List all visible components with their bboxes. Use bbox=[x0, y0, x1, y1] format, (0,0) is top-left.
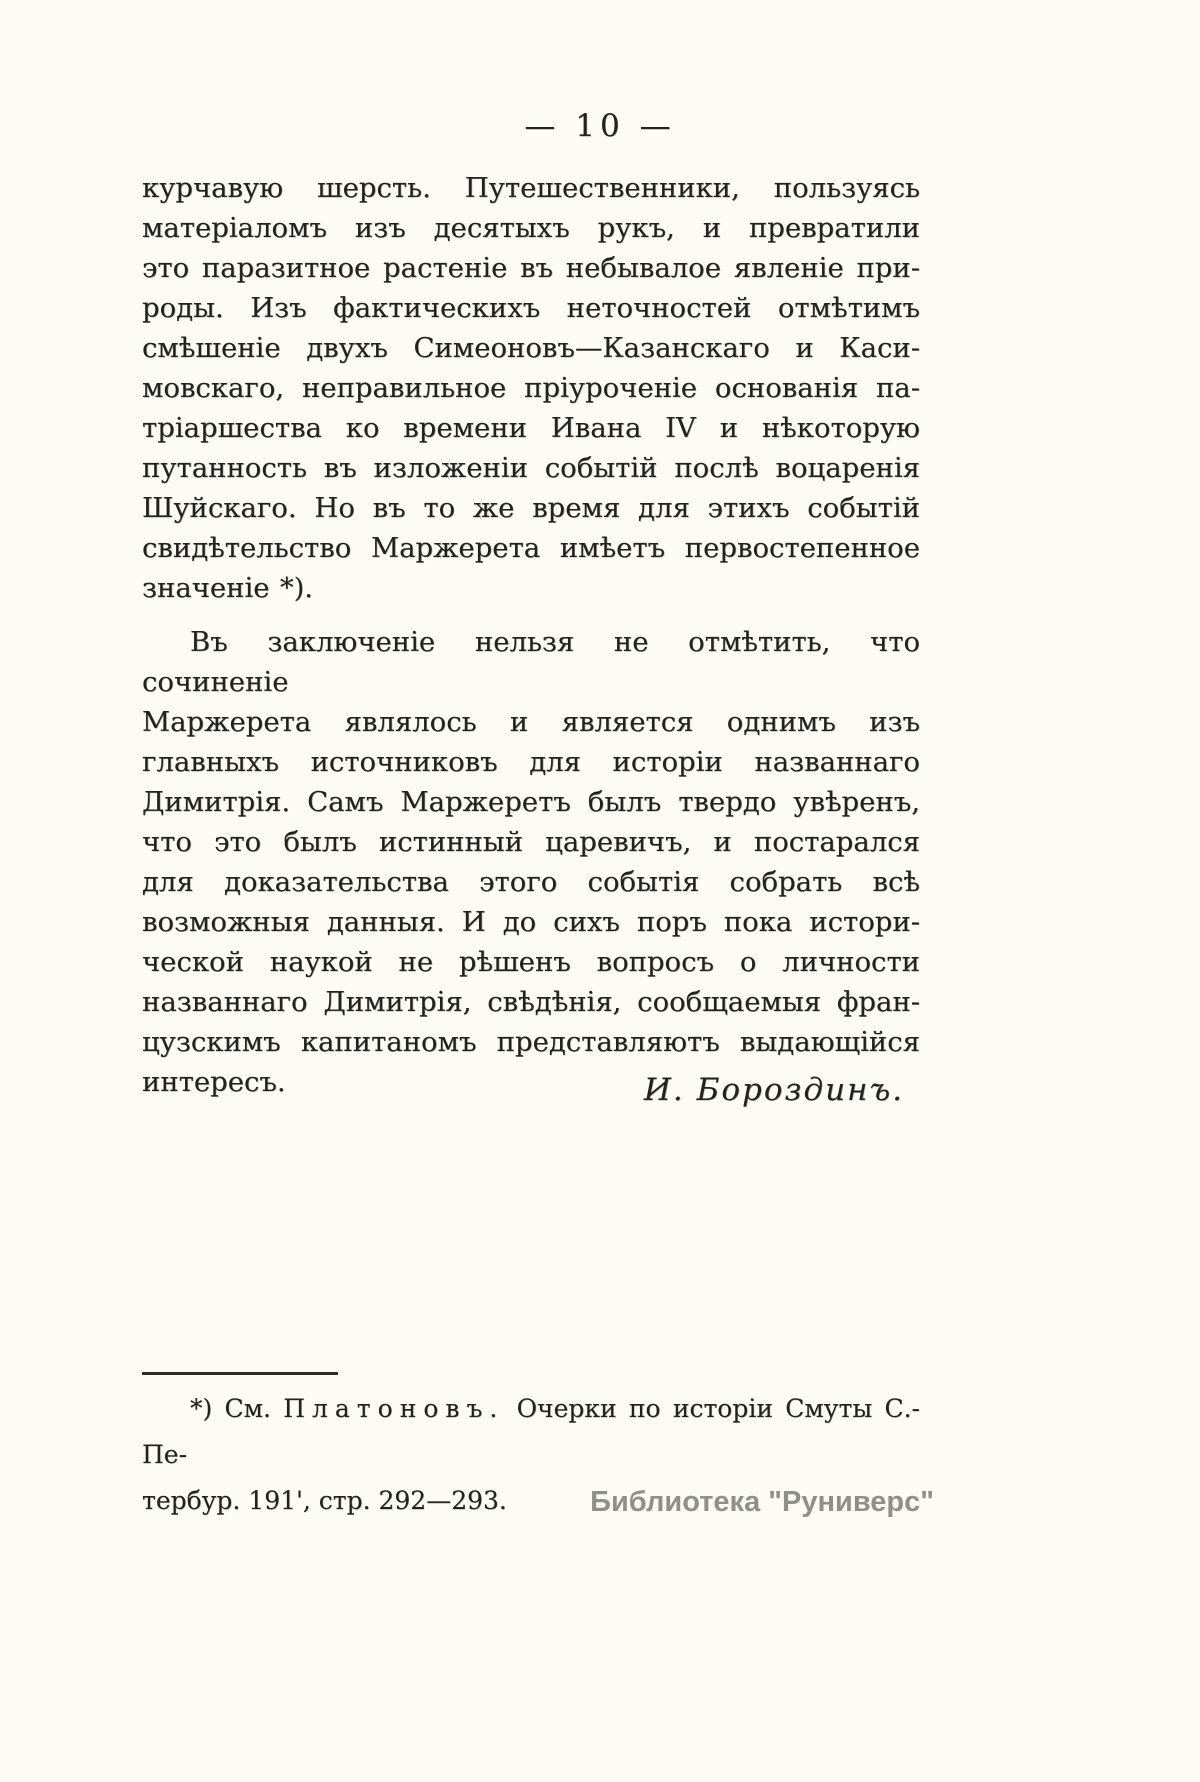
text-line: главныхъ источниковъ для исторіи названнаго bbox=[142, 746, 920, 778]
text-line: свидѣтельство Маржерета имѣетъ первостепенное bbox=[142, 532, 920, 564]
text-line: Маржерета являлось и является однимъ изъ bbox=[142, 706, 920, 738]
text-line: курчавую шерсть. Путешественники, пользуясь bbox=[142, 172, 920, 204]
paragraph bbox=[142, 622, 920, 1102]
text-line: путанность въ изложеніи событій послѣ воцаренія bbox=[142, 452, 920, 484]
text-line: матеріаломъ изъ десятыхъ рукъ, и превратили bbox=[142, 212, 920, 244]
body-text bbox=[142, 168, 920, 1102]
text-line: Шуйскаго. Но въ то же время для этихъ событій bbox=[142, 492, 920, 524]
text-line: значеніе *). bbox=[142, 572, 314, 604]
author-signature: И. Бороздинъ. bbox=[643, 1072, 904, 1108]
text-line: ческой наукой не рѣшенъ вопросъ о личности bbox=[142, 946, 920, 978]
text-line: это паразитное растеніе въ небывалое явленіе при- bbox=[142, 252, 920, 284]
footnote-separator bbox=[142, 1372, 338, 1375]
text-line: мовскаго, неправильное пріуроченіе основанія па- bbox=[142, 372, 920, 404]
text-line: для доказательства этого событія собрать всѣ bbox=[142, 866, 920, 898]
text-line: возможныя данныя. И до сихъ поръ пока истори- bbox=[142, 906, 920, 938]
text-line: цузскимъ капитаномъ представляютъ выдающійся bbox=[142, 1026, 920, 1058]
text-line: тріаршества ко времени Ивана IV и нѣкоторую bbox=[142, 412, 920, 444]
text-line: роды. Изъ фактическихъ неточностей отмѣтимъ bbox=[142, 292, 920, 324]
text-line: интересъ. bbox=[142, 1066, 286, 1098]
paragraph bbox=[142, 168, 920, 608]
page-number: — 10 — bbox=[524, 108, 676, 144]
text-line: Въ заключеніе нельзя не отмѣтить, что сочиненіе bbox=[142, 626, 920, 698]
footnote-marker: *) См. bbox=[190, 1394, 271, 1423]
text-line: Димитрія. Самъ Маржеретъ былъ твердо увѣренъ, bbox=[142, 786, 920, 818]
footnote-title: Очерки по исторіи Смуты С.-Пе- bbox=[142, 1394, 920, 1469]
text-line: смѣшеніе двухъ Симеоновъ—Казанскаго и Каси- bbox=[142, 332, 920, 364]
footnote-line bbox=[142, 1386, 920, 1478]
text-line: что это былъ истинный царевичъ, и постарался bbox=[142, 826, 920, 858]
footnote-author: Платоновъ. bbox=[283, 1394, 505, 1423]
library-watermark: Библиотека "Руниверс" bbox=[590, 1486, 934, 1518]
text-line: названнаго Димитрія, свѣдѣнія, сообщаемыя фран- bbox=[142, 986, 920, 1018]
footnote-line: тербур. 191', стр. 292—293. bbox=[142, 1486, 507, 1515]
